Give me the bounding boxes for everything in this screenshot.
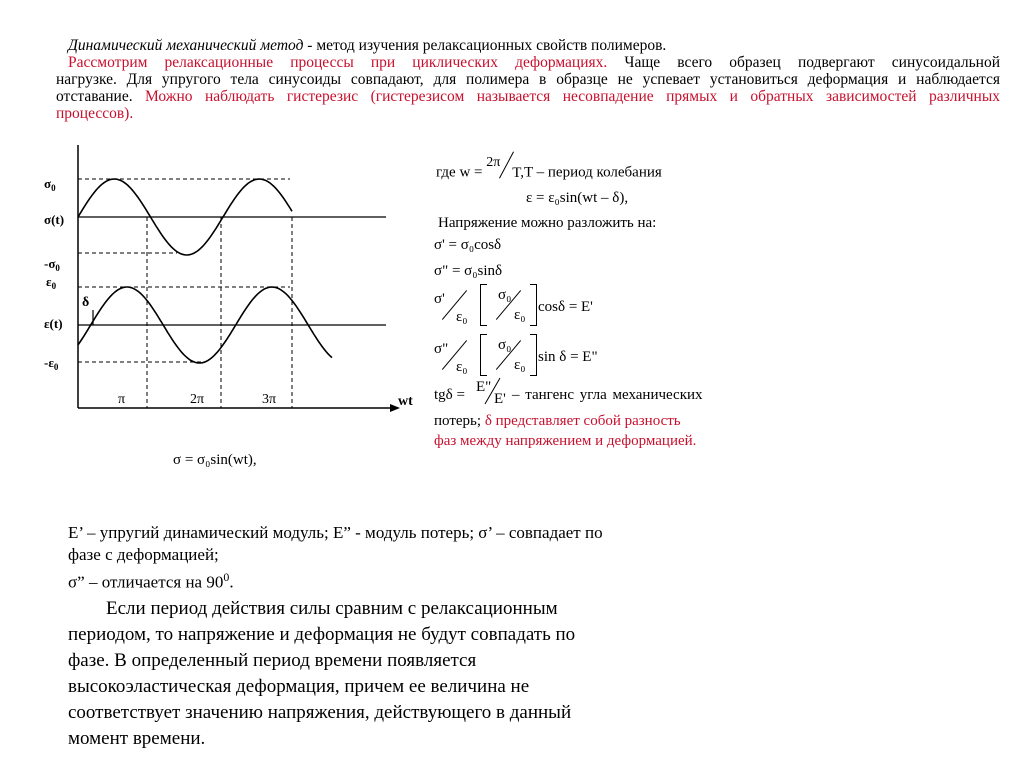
tick-3pi: 3π <box>262 392 277 407</box>
dashed-guides <box>78 179 292 408</box>
epsilon-equation: ε = ε₀sin(wt – δ), <box>526 190 629 206</box>
wt-label: wt <box>398 394 413 409</box>
intro-line-3: нагрузке. Для упругого тела синусоиды совпадают, для полимера в образце не успевает установиться деформация и наблюдается <box>56 71 1000 88</box>
paragraph-line-5: соответствует значению напряжения, действующего в данный <box>68 702 572 723</box>
sigma-formula: σ = σ₀sin(wt), <box>173 452 257 468</box>
stress-strain-phase-diagram <box>40 140 420 440</box>
sigma0-label: $\sigma_0$ <box>44 176 56 193</box>
loss-modulus-eq: σ" ε₀ σ₀ ε₀ sin δ = E" <box>434 334 694 376</box>
paragraph-line-6: момент времени. <box>68 728 206 749</box>
omega-fraction: 2π T <box>486 156 520 182</box>
intro-line-5: процессов). <box>56 105 134 122</box>
paragraph-line-3: фазе. В определенный период времени появляется <box>68 650 477 671</box>
eps-t-label: ε(t) <box>44 316 63 331</box>
sigma-prime-eq: σ' = σ₀cosδ <box>434 237 502 253</box>
intro-line-2: Рассмотрим релаксационные процессы при циклических деформациях. Чаще всего образец подвергают синусоидальной <box>68 54 1000 71</box>
tick-pi: π <box>118 392 126 407</box>
tick-2pi: 2π <box>190 392 205 407</box>
eps0-label: $\varepsilon_0$ <box>46 274 57 291</box>
paragraph-line-4: высокоэластическая деформация, причем ее величина не <box>68 676 530 697</box>
definition-line-1: E’ – упругий динамический модуль; E” - модуль потерь; σ’ – совпадает по <box>68 523 603 542</box>
minus-sigma0-label: $-\sigma_0$ <box>44 256 60 273</box>
intro-paragraph <box>56 37 1000 122</box>
paragraph-line-2: периодом, то напряжение и деформация не будут совпадать по <box>68 624 576 645</box>
definition-line-3: σ” – отличается на $90^0$. <box>68 570 234 592</box>
omega-definition: где w = 2π T ,T – период колебания <box>436 160 662 186</box>
definitions <box>68 522 768 594</box>
sigma-double-prime-eq: σ" = σ₀sinδ <box>434 263 503 279</box>
decompose-text: Напряжение можно разложить на: <box>438 215 657 231</box>
losses-line: потерь; δ представляет собой разность <box>434 413 681 429</box>
sigma-t-label: σ(t) <box>44 212 65 227</box>
minus-eps0-label: $-\varepsilon_0$ <box>44 355 59 372</box>
delta-label: δ <box>82 295 90 310</box>
losses-line-2: фаз между напряжением и деформацией. <box>434 433 697 449</box>
storage-modulus-eq: σ' ε₀ σ₀ ε₀ cosδ = E' <box>434 284 694 326</box>
definition-line-2: фазе с деформацией; <box>68 545 219 564</box>
intro-line-4: отставание. Можно наблюдать гистерезис (гистерезисом называется несовпадение прямых и обратных зависимостей различных <box>56 88 1000 105</box>
relaxation-paragraph <box>68 596 708 752</box>
loss-tangent-eq: tgδ = E" E' – тангенс угла механических <box>434 379 703 407</box>
intro-line-1: Динамический механический метод - метод изучения релаксационных свойств полимеров. <box>68 37 667 54</box>
paragraph-line-1: Если период действия силы сравним с релаксационным <box>106 598 558 619</box>
